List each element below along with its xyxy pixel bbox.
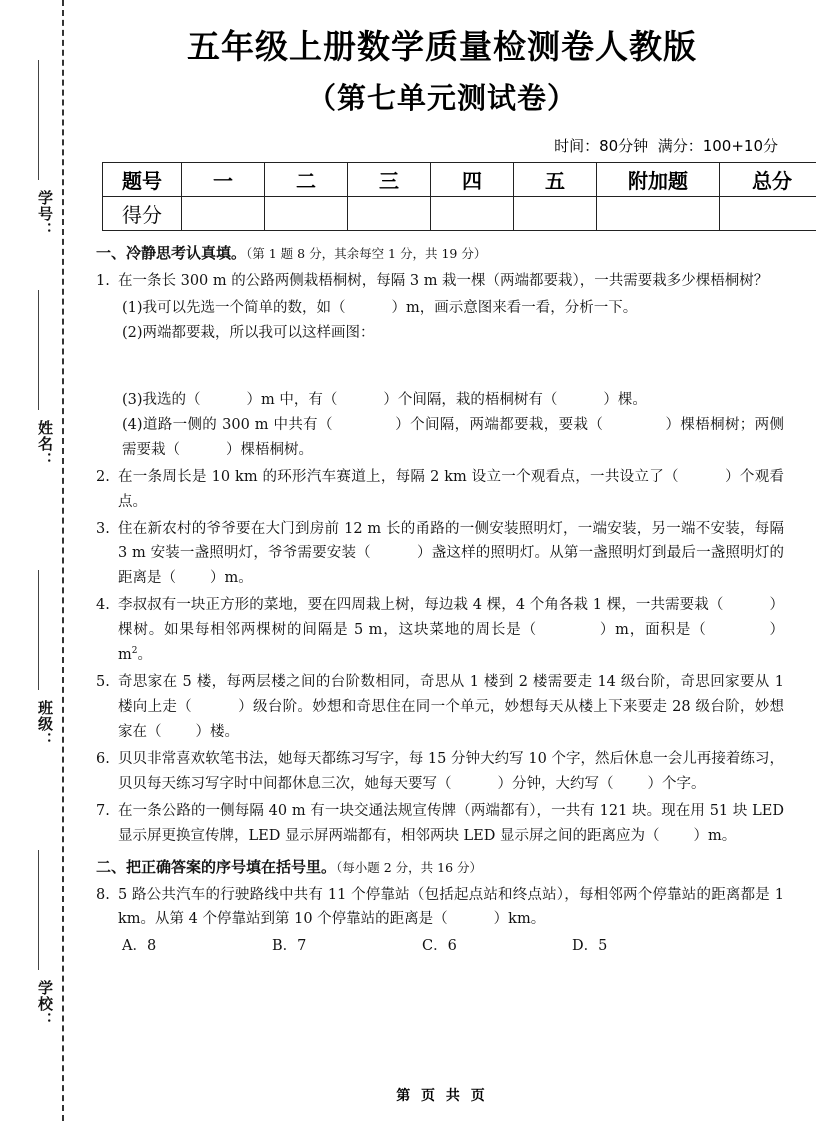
score-table-col-1: 一 bbox=[182, 163, 265, 197]
table-row-scores bbox=[103, 197, 816, 231]
question-6-text bbox=[118, 747, 784, 797]
score-cell-extra[interactable] bbox=[597, 197, 720, 231]
question-1-sub-2 bbox=[122, 321, 784, 346]
sub-2-before: 两端都要栽，所以我可以这样画图： bbox=[142, 324, 375, 341]
question-7-text bbox=[118, 799, 784, 849]
question-8-part-2: ）km。 bbox=[493, 911, 546, 928]
question-2-text bbox=[118, 465, 784, 515]
question-4-part-4: ）m bbox=[118, 622, 785, 664]
question-7-number: 7. bbox=[96, 802, 110, 819]
binding-margin bbox=[0, 0, 90, 1121]
question-4-number: 4. bbox=[96, 597, 110, 614]
score-table-col-4: 四 bbox=[431, 163, 514, 197]
question-1-text: 在一条长 300 m 的公路两侧栽梧桐树，每隔 3 m 栽一棵（两端都要栽），一共需要栽多少棵梧桐树？ bbox=[118, 273, 769, 290]
question-3-part-2: ）盏这样的照明灯。从第一盏照明灯到最后一盏照明灯的距离是（ bbox=[118, 545, 784, 587]
drawing-answer-space[interactable] bbox=[96, 346, 784, 388]
question-8-choices bbox=[122, 934, 784, 959]
score-cell-total[interactable] bbox=[720, 197, 816, 231]
sub-4-mid2: ）棵梧桐树；两侧需要栽（ bbox=[122, 416, 785, 458]
question-8-part-1: 5 路公共汽车的行驶路线中共有 11 个停靠站（包括起点站和终点站），每相邻两个停靠站的距离都是 1 km。从第 4 个停靠站到第 10 个停靠站的距离是（ bbox=[118, 886, 784, 928]
question-7-part-1: 在一条公路的一侧每隔 40 m 有一块交通法规宣传牌（两端都有），一共有 121 块。现在用 51 块 LED 显示屏更换宣传牌，LED 显示屏两端都有，相邻两块 LED 显示屏之间的距离应为（ bbox=[118, 802, 784, 844]
section-two-points: （每小题 2 分，共 16 分） bbox=[336, 859, 483, 875]
question-2-part-1: 在一条周长是 10 km 的环形汽车赛道上，每隔 2 km 设立一个观看点，一共设立了（ bbox=[118, 468, 679, 485]
margin-label-class: 班级： bbox=[36, 700, 54, 748]
section-two-title: 二、把正确答案的序号填在括号里。 bbox=[96, 857, 337, 876]
question-5-text bbox=[118, 670, 784, 745]
page-footer: 第 页 共 页 bbox=[396, 1088, 488, 1104]
question-8-text bbox=[118, 883, 784, 933]
score-cell-1[interactable] bbox=[182, 197, 265, 231]
question-1-sub-3 bbox=[122, 388, 784, 413]
page-title: 五年级上册数学质量检测卷人教版 bbox=[187, 27, 697, 66]
sub-3-after: ）棵。 bbox=[603, 391, 647, 408]
question-4-part-1: 李叔叔有一块正方形的菜地，要在四周栽上树，每边栽 4 棵，4 个角各栽 1 棵，一共需要栽（ bbox=[118, 597, 724, 614]
score-table-col-extra: 附加题 bbox=[597, 163, 720, 197]
question-5-part-3: ）楼。 bbox=[195, 724, 239, 741]
section-one-title: 一、冷静思考认真填。 bbox=[96, 244, 247, 263]
question-5-part-1: 奇思家在 5 楼，每两层楼之间的台阶数相同，奇思从 1 楼到 2 楼需要走 14 级台阶，奇思回家要从 1 楼向上走（ bbox=[118, 674, 784, 716]
question-3-part-1: 住在新农村的爷爷要在大门到房前 12 m 长的甬路的一侧安装照明灯，一端安装，另一端不安装，每隔 3 m 安装一盏照明灯，爷爷需要安装（ bbox=[118, 520, 784, 562]
question-4 bbox=[96, 593, 784, 668]
question-7-part-2: ）m。 bbox=[693, 827, 737, 844]
question-4-part-2: ）棵树。如果每相邻两棵树的间隔是 5 m，这块菜地的周长是（ bbox=[118, 597, 785, 639]
margin-rule bbox=[38, 290, 39, 410]
sub-3-before: 我选的（ bbox=[142, 391, 201, 408]
choice-b[interactable]: B．7 bbox=[272, 938, 307, 955]
score-table bbox=[102, 162, 816, 231]
sub-1-after: ）m，画示意图来看一看，分析一下。 bbox=[391, 299, 638, 316]
section-one-points: （第 1 题 8 分，其余每空 1 分，共 19 分） bbox=[246, 246, 487, 262]
question-3 bbox=[96, 517, 784, 592]
question-4-unit-exponent: 2 bbox=[131, 646, 138, 657]
question-4-part-5: 。 bbox=[137, 647, 152, 664]
sub-1-before: 我可以先选一个简单的数，如（ bbox=[142, 299, 346, 316]
question-5-part-2: ）级台阶。妙想和奇思住在同一个单元，妙想每天从楼上下来要走 28 级台阶，妙想家在（ bbox=[118, 699, 784, 741]
section-heading-one bbox=[96, 241, 784, 267]
score-table-col-2: 二 bbox=[265, 163, 348, 197]
score-cell-3[interactable] bbox=[348, 197, 431, 231]
score-table-col-5: 五 bbox=[514, 163, 597, 197]
choice-c[interactable]: C．6 bbox=[422, 938, 457, 955]
choice-d[interactable]: D．5 bbox=[572, 938, 608, 955]
question-5 bbox=[96, 670, 784, 745]
exam-meta: 时间：80分钟 满分：100+10分 bbox=[554, 137, 778, 156]
score-table-rowhead-score: 得分 bbox=[103, 197, 182, 231]
question-1-sub-1 bbox=[122, 296, 784, 321]
margin-rule bbox=[38, 570, 39, 690]
sub-3-mid1: ）m 中，有（ bbox=[246, 391, 338, 408]
score-cell-5[interactable] bbox=[514, 197, 597, 231]
margin-rule bbox=[38, 60, 39, 180]
score-table-rowhead-question: 题号 bbox=[103, 163, 182, 197]
sub-3-label: (3) bbox=[122, 391, 143, 408]
choice-a[interactable]: A．8 bbox=[122, 938, 157, 955]
margin-rule bbox=[38, 850, 39, 970]
fold-dashed-line bbox=[62, 0, 64, 1121]
score-table-col-total: 总分 bbox=[720, 163, 816, 197]
sub-4-before: 道路一侧的 300 m 中共有（ bbox=[142, 416, 333, 433]
question-7 bbox=[96, 799, 784, 849]
question-2-part-2: ）个观看点。 bbox=[118, 468, 785, 510]
table-row-question-numbers bbox=[103, 163, 816, 197]
sub-4-label: (4) bbox=[122, 416, 143, 433]
question-4-text bbox=[118, 593, 784, 668]
sub-4-after: ）棵梧桐树。 bbox=[226, 441, 313, 458]
score-table-col-3: 三 bbox=[348, 163, 431, 197]
question-3-part-3: ）m。 bbox=[210, 570, 253, 587]
question-8 bbox=[96, 883, 784, 933]
section-heading-two bbox=[96, 855, 784, 881]
question-3-text bbox=[118, 517, 784, 592]
question-6 bbox=[96, 747, 784, 797]
question-6-part-3: ）个字。 bbox=[647, 775, 706, 792]
question-4-part-3: ）m，面积是（ bbox=[598, 622, 707, 639]
sub-2-label: (2) bbox=[122, 324, 143, 341]
question-1-sub-4 bbox=[122, 413, 784, 463]
question-5-number: 5. bbox=[96, 674, 110, 691]
page-subtitle: （第七单元测试卷） bbox=[306, 81, 577, 116]
margin-label-school: 学校： bbox=[36, 980, 54, 1028]
question-1 bbox=[96, 269, 784, 294]
page-body bbox=[92, 0, 792, 1121]
score-cell-2[interactable] bbox=[265, 197, 348, 231]
question-8-number: 8. bbox=[96, 886, 110, 903]
question-6-number: 6. bbox=[96, 750, 110, 767]
margin-label-student-id: 学号： bbox=[36, 190, 54, 238]
question-3-number: 3. bbox=[96, 520, 110, 537]
sub-3-mid2: ）个间隔，栽的梧桐树有（ bbox=[383, 391, 558, 408]
margin-label-student-name: 姓名： bbox=[36, 420, 54, 468]
sub-1-label: (1) bbox=[122, 299, 143, 316]
questions-area bbox=[96, 241, 784, 959]
question-2 bbox=[96, 465, 784, 515]
question-6-part-1: 贝贝非常喜欢软笔书法，她每天都练习写字，每 15 分钟大约写 10 个字，然后休息一会儿再接着练习，贝贝每天练习写字时中间都休息三次，她每天要写（ bbox=[118, 750, 784, 792]
question-2-number: 2. bbox=[96, 468, 110, 485]
question-6-part-2: ）分钟，大约写（ bbox=[497, 775, 614, 792]
question-1-number: 1. bbox=[96, 273, 110, 290]
sub-4-mid1: ）个间隔，两端都要栽，要栽（ bbox=[394, 416, 604, 433]
score-cell-4[interactable] bbox=[431, 197, 514, 231]
